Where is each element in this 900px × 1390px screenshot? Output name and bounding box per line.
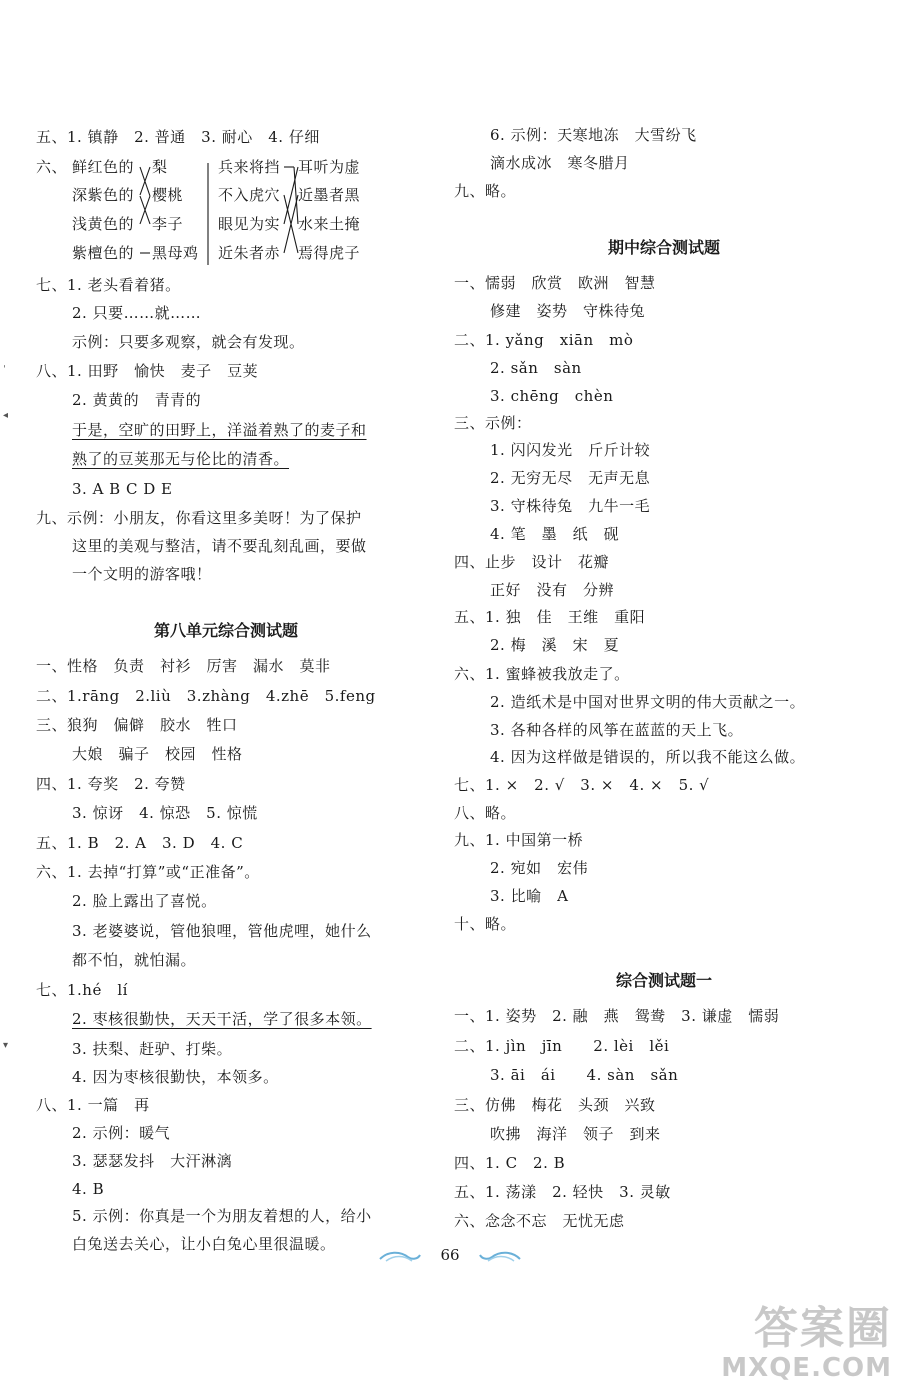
answer-line: 2. 无穷无尽 无声无息 [490,469,651,487]
answer-line: 2. 造纸术是中国对世界文明的伟大贡献之一。 [490,693,806,711]
watermark-logo-text: 答案圈 [754,1303,892,1354]
answer-line: 七、1.hé lí [36,981,128,999]
match-mid-item: 眼见为实 [218,215,281,233]
answer-line: 4. 笔 墨 纸 砚 [490,525,620,543]
answer-line: 3. 老婆婆说，管他狼哩，管他虎哩，她什么 [72,922,372,940]
answer-line: 3. 比喻 A [490,887,569,905]
match-right-item: 近墨者黑 [298,186,361,204]
question-label: 六、 [36,158,68,176]
underlined-answer: 熟了的豆荚那无与伦比的清香。 [72,450,290,468]
match-target-item: 黑母鸡 [152,244,199,262]
answer-line: 4. 因为枣核很勤快，本领多。 [72,1068,279,1086]
edge-mark: ◂ [3,410,9,421]
answer-line: 3. 瑟瑟发抖 大汗淋漓 [72,1152,233,1170]
answer-line: 五、1. 镇静 2. 普通 3. 耐心 4. 仔细 [36,128,320,146]
answer-line: 一、懦弱 欣赏 欧洲 智慧 [454,274,656,292]
answer-line: 3. 扶梨、赶驴、打柴。 [72,1040,233,1058]
answer-line: 3. 守株待兔 九牛一毛 [490,497,651,515]
answer-line: 七、1. × 2. √ 3. × 4. × 5. √ [454,776,710,794]
match-left-item: 深紫色的 [72,186,135,204]
answer-line: 六、1. 去掉“打算”或“正准备”。 [36,863,260,881]
answer-line: 3. 惊讶 4. 惊恐 5. 惊慌 [72,804,258,822]
answer-line: 示例：只要多观察，就会有发现。 [72,333,305,351]
watermark [692,1304,892,1384]
edge-mark: ˈ [3,365,6,376]
answer-line: 2. 只要……就…… [72,304,202,322]
match-right-item: 焉得虎子 [298,244,361,262]
answer-line: 2. 示例：暖气 [72,1124,171,1142]
answer-line: 二、1. yǎng xiān mò [454,331,634,349]
matching-exercise [36,155,416,270]
match-left-item: 浅黄色的 [72,215,135,233]
page-number: 66 [440,1246,460,1264]
answer-line: 六、念念不忘 无忧无虑 [454,1212,625,1230]
match-right-item: 水来土掩 [298,215,361,233]
match-target-item: 梨 [152,158,168,176]
swirl-ornament-icon [378,1249,422,1263]
answer-line: 一个文明的游客哦！ [72,565,212,583]
answer-line: 八、1. 一篇 再 [36,1096,150,1114]
answer-line: 三、狼狗 偏僻 胶水 牲口 [36,716,238,734]
match-mid-item: 近朱者赤 [218,244,281,262]
answer-line: 白兔送去关心，让小白兔心里很温暖。 [72,1235,336,1253]
answer-line: 3. chēng chèn [490,387,614,405]
answer-line: 十、略。 [454,915,517,933]
section-title: 综合测试题一 [615,971,712,990]
answer-line: 八、略。 [454,804,517,822]
answer-line: 五、1. B 2. A 3. D 4. C [36,834,244,852]
answer-line: 四、1. C 2. B [454,1154,566,1172]
answer-line: 二、1. jìn jīn 2. lèi lěi [454,1037,670,1055]
answer-line: 3. āi ái 4. sàn sǎn [490,1066,679,1084]
page-footer [0,1245,900,1265]
answer-line: 五、1. 独 佳 王维 重阳 [454,608,646,626]
answer-line: 六、1. 蜜蜂被我放走了。 [454,665,630,683]
answer-line: 九、略。 [454,182,517,200]
answer-line: 4. 因为这样做是错误的，所以我不能这么做。 [490,748,806,766]
answer-line: 一、性格 负责 衬衫 厉害 漏水 莫非 [36,657,331,675]
answer-line: 大娘 骗子 校园 性格 [72,745,243,763]
answer-line: 2. 脸上露出了喜悦。 [72,892,217,910]
answer-line: 2. 黄黄的 青青的 [72,391,202,409]
edge-mark: ▾ [3,1040,9,1051]
answer-line: 修建 姿势 守株待兔 [490,302,646,320]
answer-line: 四、止步 设计 花瓣 [454,553,610,571]
match-left-item: 鲜红色的 [72,158,135,176]
answer-line: 七、1. 老头看着猪。 [36,276,181,294]
match-target-item: 樱桃 [152,186,184,204]
answer-line: 4. B [72,1180,105,1198]
answer-line: 一、1. 姿势 2. 融 燕 鸳鸯 3. 谦虚 懦弱 [454,1007,780,1025]
answer-line: 吹拂 海洋 领子 到来 [490,1125,661,1143]
answer-line: 5. 示例：你真是一个为朋友着想的人，给小 [72,1207,372,1225]
answer-line: 2. sǎn sàn [490,359,582,377]
answer-line: 五、1. 荡漾 2. 轻快 3. 灵敏 [454,1183,671,1201]
section-title: 第八单元综合测试题 [153,621,298,640]
answer-line: 3. A B C D E [72,480,173,498]
answer-line: 滴水成冰 寒冬腊月 [490,154,630,172]
underlined-answer: 于是，空旷的田野上，洋溢着熟了的麦子和 [72,421,367,439]
answer-line: 3. 各种各样的风筝在蓝蓝的天上飞。 [490,721,744,739]
answer-line: 都不怕，就怕漏。 [72,951,197,969]
answer-line: 九、示例：小朋友，你看这里多美呀！为了保护 [36,509,362,527]
answer-line: 九、1. 中国第一桥 [454,831,584,849]
answer-line: 八、1. 田野 愉快 麦子 豆荚 [36,362,259,380]
watermark-url: MXQE.COM [721,1353,892,1383]
underlined-answer: 2. 枣核很勤快，天天干活，学了很多本领。 [72,1010,372,1028]
match-mid-item: 兵来将挡 [218,158,281,176]
answer-line: 2. 梅 溪 宋 夏 [490,636,620,654]
answer-line: 正好 没有 分辨 [490,581,615,599]
section-title: 期中综合测试题 [607,238,720,257]
matching-lines [36,155,416,270]
match-mid-item: 不入虎穴 [218,186,281,204]
match-target-item: 李子 [152,215,184,233]
answer-line: 1. 闪闪发光 斤斤计较 [490,441,651,459]
match-right-item: 耳听为虚 [298,158,361,176]
answer-line: 这里的美观与整洁，请不要乱刻乱画，要做 [72,537,367,555]
answer-line: 三、示例： [454,414,532,432]
answer-line: 四、1. 夸奖 2. 夸赞 [36,775,186,793]
answer-line: 三、仿佛 梅花 头颈 兴致 [454,1096,656,1114]
match-left-item: 紫檀色的 [72,244,135,262]
answer-line: 二、1.rāng 2.liù 3.zhàng 4.zhē 5.feng [36,687,376,705]
answer-line: 6. 示例：天寒地冻 大雪纷飞 [490,126,697,144]
answer-line: 2. 宛如 宏伟 [490,859,589,877]
swirl-ornament-icon [478,1249,522,1263]
